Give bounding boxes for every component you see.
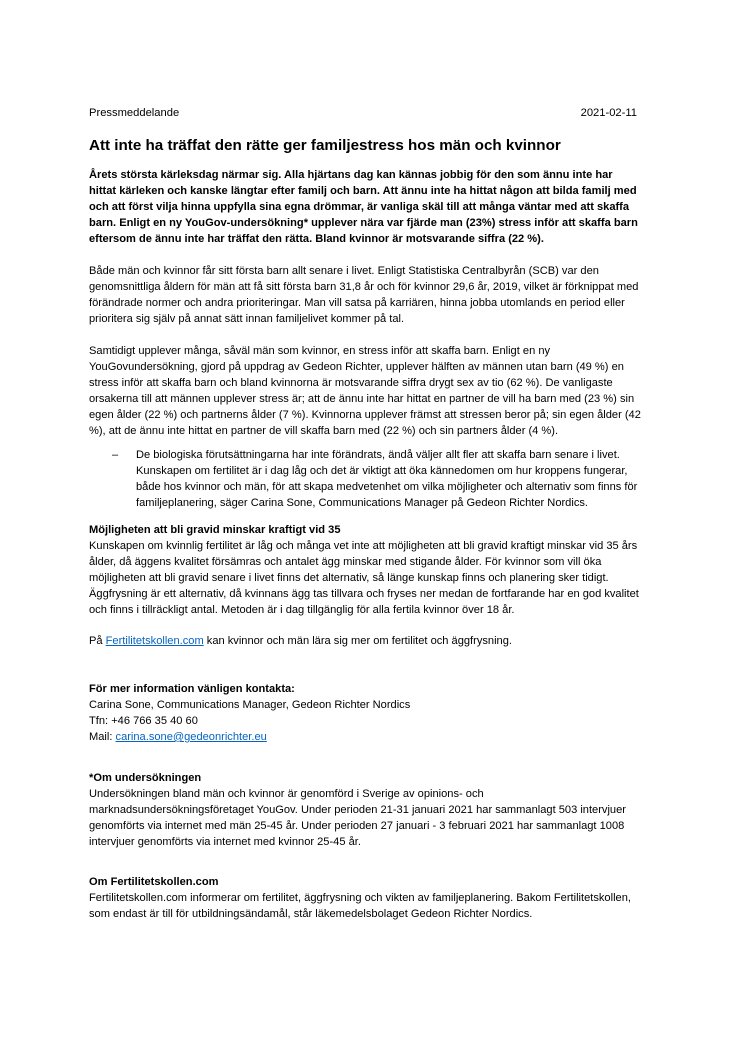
contact-block bbox=[89, 681, 641, 745]
about-site-heading: Om Fertilitetskollen.com bbox=[89, 876, 219, 888]
website-suffix: kan kvinnor och män lära sig mer om fertilitet och äggfrysning. bbox=[203, 635, 512, 647]
body-paragraph-2: Samtidigt upplever många, såväl män som kvinnor, en stress inför att skaffa barn. Enligt en ny YouGovundersökning, gjord på uppdrag av Gedeon Richter, upplever hälften av männen utan barn (49 %) en stress inför att skaffa barn och bland kvinnorna är motsvarande siffra drygt sex av tio (62 %). De vanligaste orsakerna till att männen upplever stress är; att de ännu inte har hittat en partner de vill ha barn med (23 %) sin egen ålder (22 %) och partnerns ålder (7 %). Kvinnorna upplever främst att stressen beror på; sin egen ålder (42 %), att de ännu inte hittat en partner de vill skaffa barn med (22 %) och sin partners ålder (4 %). bbox=[89, 345, 641, 437]
contact-mail-line bbox=[89, 729, 641, 745]
quote-dash: – bbox=[112, 449, 119, 461]
website-prefix: På bbox=[89, 635, 106, 647]
document-date: 2021-02-11 bbox=[580, 107, 637, 119]
contact-mail-label: Mail: bbox=[89, 731, 116, 743]
contact-phone: Tfn: +46 766 35 40 60 bbox=[89, 715, 198, 727]
section-text: Kunskapen om kvinnlig fertilitet är låg och många vet inte att möjligheten att bli gravid kraftigt minskar vid 35 års ålder, då äggens kvalitet försämras och antalet ägg minskar med stigande ålder. För kvinnor som vill öka möjligheten att bli gravid senare i livet finns det alternativ, så länge kunskap finns och planering sker tidigt. Äggfrysning är ett alternativ, då kvinnans ägg tas tillvara och fryses ner medan de fortfarande har en god kvalitet och finns i tillräckligt antal. Metoden är i dag tillgänglig för alla fertila kvinnor över 18 år. bbox=[89, 540, 639, 616]
contact-mail-link[interactable]: carina.sone@gedeonrichter.eu bbox=[115, 731, 267, 743]
body-paragraph-1: Både män och kvinnor får sitt första barn allt senare i livet. Enligt Statistiska Centralbyrån (SCB) var den genomsnittliga åldern för män att få sitt första barn 31,8 år och för kvinnor 29,6 år, 2019, vilket är förknippat med förändrade normer och andra prioriteringar. Man vill satsa på karriären, hinna jobba utomlands en period eller prioritera sig själv på annat sätt innan familjelivet kommer på tal. bbox=[89, 265, 639, 325]
page-title: Att inte ha träffat den rätte ger familjestress hos män och kvinnor bbox=[89, 137, 561, 154]
section-heading: Möjligheten att bli gravid minskar kraftigt vid 35 bbox=[89, 524, 341, 536]
lead-paragraph: Årets största kärleksdag närmar sig. Alla hjärtans dag kan kännas jobbig för den som ännu inte har hittat kärleken och kanske längtar efter familj och barn. Att ännu inte ha hittat någon att bilda familj med och att först vilja hinna uppfylla sina egna drömmar, är vanliga skäl till att många väntar med att skaffa barn. Enligt en ny YouGov-undersökning* upplever nära var fjärde man (23%) stress inför att skaffa barn eftersom de ännu inte har träffat den rätta. Bland kvinnor är motsvarande siffra (22 %). bbox=[89, 169, 638, 245]
about-survey-text: Undersökningen bland män och kvinnor är genomförd i Sverige av opinions- och marknadsundersökningsföretaget YouGov. Under perioden 21-31 januari 2021 har sammanlagt 503 intervjuer genomförts via internet med män 25-45 år. Under perioden 27 januari - 3 februari 2021 har sammanlagt 1008 intervjuer genomförts via internet med kvinnor 25-45 år. bbox=[89, 788, 626, 848]
about-survey-heading: *Om undersökningen bbox=[89, 772, 202, 784]
about-site-block bbox=[89, 874, 641, 922]
quote-text: De biologiska förutsättningarna har inte förändrats, ändå väljer allt fler att skaffa barn senare i livet. Kunskapen om fertilitet är i dag låg och det är viktigt att öka kännedomen om hur kroppens fungerar, både hos kvinnor och män, för att skapa medvetenhet om vilka möjligheter och alternativ som finns för familjeplanering, säger Carina Sone, Communications Manager på Gedeon Richter Nordics. bbox=[136, 449, 638, 509]
website-paragraph bbox=[89, 633, 641, 649]
website-link[interactable]: Fertilitetskollen.com bbox=[105, 635, 204, 647]
contact-heading: För mer information vänligen kontakta: bbox=[89, 683, 295, 695]
contact-name: Carina Sone, Communications Manager, Gedeon Richter Nordics bbox=[89, 699, 411, 711]
document-type: Pressmeddelande bbox=[89, 107, 180, 119]
about-site-text: Fertilitetskollen.com informerar om fertilitet, äggfrysning och vikten av familjeplanering. Bakom Fertilitetskollen, som endast är till för utbildningsändamål, står läkemedelsbolaget Gedeon Richter Nordics. bbox=[89, 892, 631, 920]
about-survey-block bbox=[89, 770, 641, 850]
